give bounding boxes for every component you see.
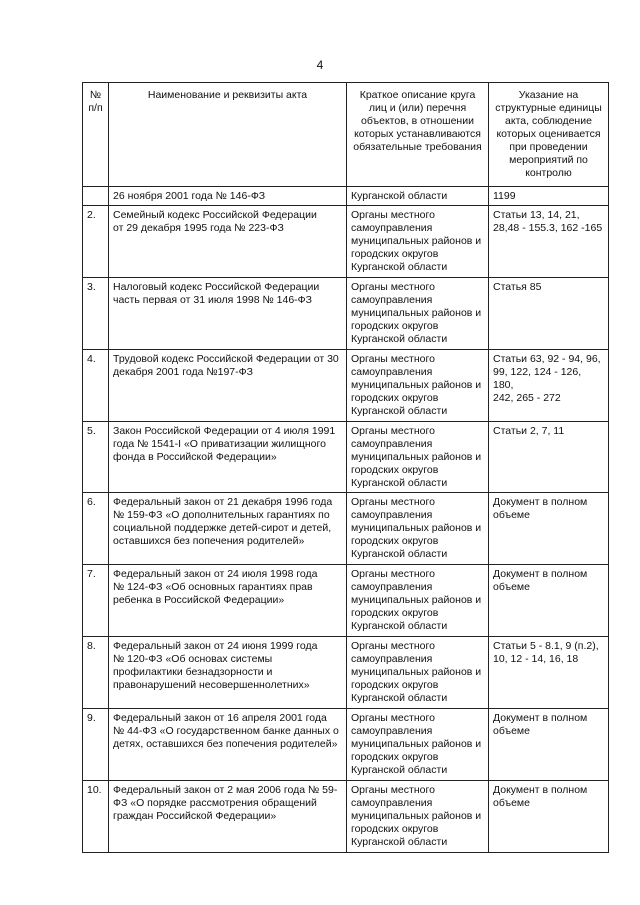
row-structural-units: Статьи 63, 92 - 94, 96, 99, 122, 124 - 126, 180, 242, 265 - 272 [489,350,609,422]
table-row [83,187,609,206]
row-structural-units: Статьи 5 - 8.1, 9 (п.2), 10, 12 - 14, 16, 18 [489,637,609,709]
row-number: 3. [83,278,109,350]
row-act-name: Федеральный закон от 21 декабря 1996 года № 159-ФЗ «О дополнительных гарантиях по социальной поддержке детей-сирот и детей, оставшихся без попечения родителей» [109,493,347,565]
row-number [83,187,109,206]
row-number: 4. [83,350,109,422]
header-act-name: Наименование и реквизиты акта [109,83,347,187]
row-structural-units: Документ в полном объеме [489,709,609,781]
row-structural-units: Документ в полном объеме [489,565,609,637]
row-act-name: Федеральный закон от 2 мая 2006 года № 59- ФЗ «О порядке рассмотрения обращений граждан Российской Федерации» [109,781,347,853]
row-scope: Органы местного самоуправления муниципальных районов и городских округов Курганской области [347,206,489,278]
table-row [83,422,609,493]
header-number: № п/п [83,83,109,187]
row-act-name: Федеральный закон от 24 июля 1998 года № 124-ФЗ «Об основных гарантиях прав ребенка в Российской Федерации» [109,565,347,637]
header-scope: Краткое описание круга лиц и (или) перечня объектов, в отношении которых устанавливаются обязательные требования [347,83,489,187]
row-structural-units: Статьи 2, 7, 11 [489,422,609,493]
row-number: 7. [83,565,109,637]
requirements-table [82,82,609,853]
row-number: 10. [83,781,109,853]
row-scope: Органы местного самоуправления муниципальных районов и городских округов Курганской области [347,278,489,350]
table-row [83,637,609,709]
page-number: 4 [316,58,324,72]
row-structural-units: Документ в полном объеме [489,493,609,565]
table-row [83,278,609,350]
table-row [83,565,609,637]
row-scope: Органы местного самоуправления муниципальных районов и городских округов Курганской области [347,422,489,493]
table-row [83,781,609,853]
table-row [83,493,609,565]
row-act-name: Федеральный закон от 24 июня 1999 года № 120-ФЗ «Об основах системы профилактики безнадзорности и правонарушений несовершеннолетних» [109,637,347,709]
row-scope: Органы местного самоуправления муниципальных районов и городских округов Курганской области [347,709,489,781]
row-scope: Органы местного самоуправления муниципальных районов и городских округов Курганской области [347,637,489,709]
row-act-name: Федеральный закон от 16 апреля 2001 года № 44-ФЗ «О государственном банке данных о детях, оставшихся без попечения родителей» [109,709,347,781]
row-structural-units: 1199 [489,187,609,206]
row-number: 8. [83,637,109,709]
table-row [83,709,609,781]
row-scope: Органы местного самоуправления муниципальных районов и городских округов Курганской области [347,781,489,853]
row-scope: Курганской области [347,187,489,206]
row-act-name: 26 ноября 2001 года № 146-ФЗ [109,187,347,206]
row-act-name: Трудовой кодекс Российской Федерации от 30 декабря 2001 года №197-ФЗ [109,350,347,422]
table-row [83,206,609,278]
table-header-row [83,83,609,187]
row-act-name: Закон Российской Федерации от 4 июля 1991 года № 1541-I «О приватизации жилищного фонда в Российской Федерации» [109,422,347,493]
table-row [83,350,609,422]
row-number: 9. [83,709,109,781]
row-number: 2. [83,206,109,278]
row-number: 6. [83,493,109,565]
row-structural-units: Статья 85 [489,278,609,350]
row-act-name: Семейный кодекс Российской Федерации от 29 декабря 1995 года № 223-ФЗ [109,206,347,278]
row-structural-units: Документ в полном объеме [489,781,609,853]
row-scope: Органы местного самоуправления муниципальных районов и городских округов Курганской области [347,493,489,565]
row-scope: Органы местного самоуправления муниципальных районов и городских округов Курганской области [347,565,489,637]
row-scope: Органы местного самоуправления муниципальных районов и городских округов Курганской области [347,350,489,422]
row-act-name: Налоговый кодекс Российской Федерации часть первая от 31 июля 1998 № 146-ФЗ [109,278,347,350]
row-structural-units: Статьи 13, 14, 21, 28,48 - 155.3, 162 -165 [489,206,609,278]
row-number: 5. [83,422,109,493]
header-structural-units: Указание на структурные единицы акта, соблюдение которых оценивается при проведении мероприятий по контролю [489,83,609,187]
